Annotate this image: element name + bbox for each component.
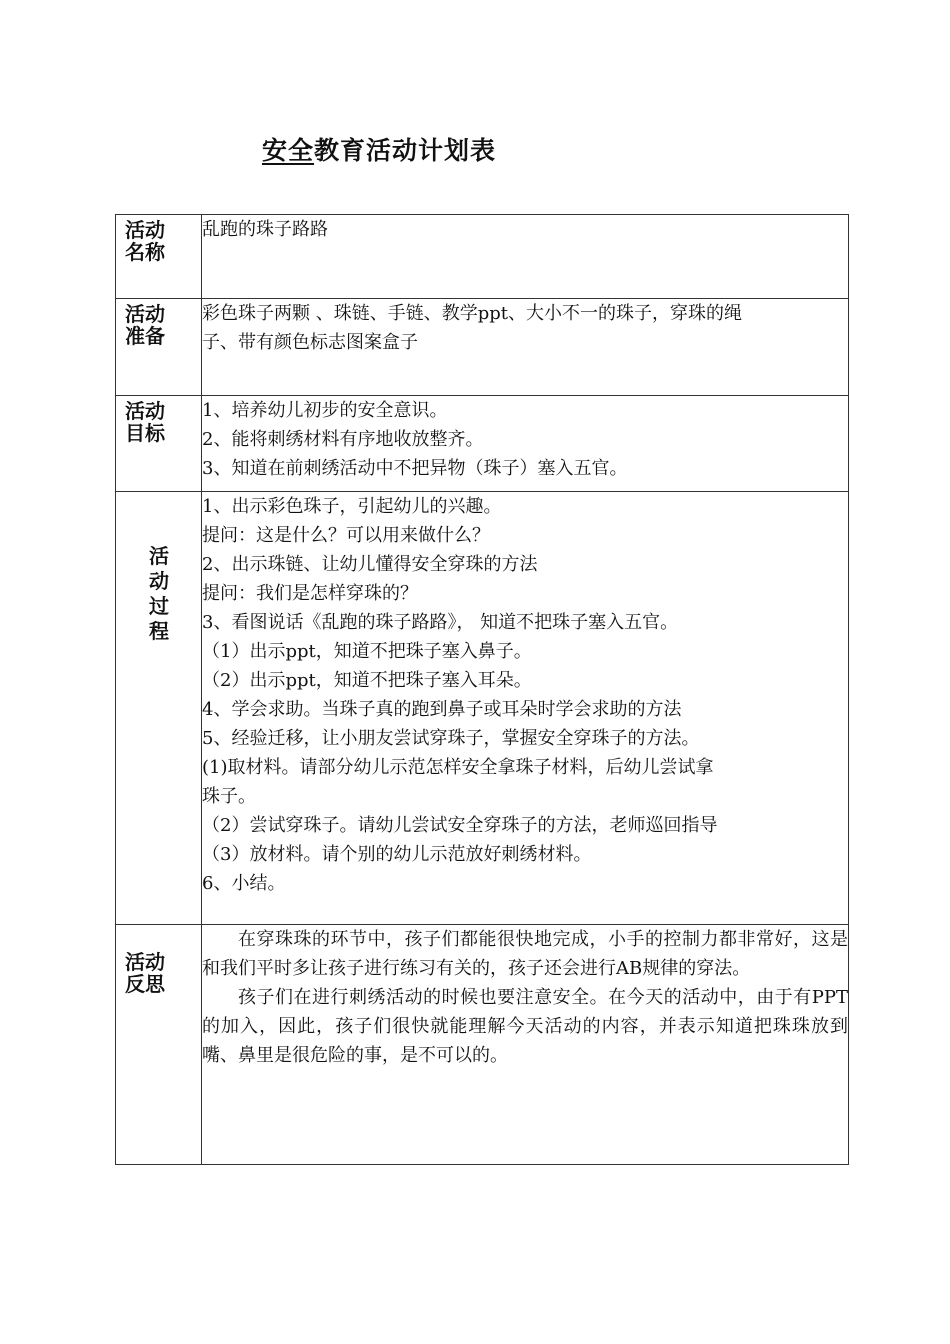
title-rest: 教育活动计划表 (314, 136, 497, 165)
label-cell-goals (116, 396, 202, 492)
content-cell-goals (202, 396, 849, 492)
label-activity-goals: 活动 目标 (125, 399, 165, 445)
preparation-line: 子、带有颜色标志图案盒子 (202, 332, 418, 353)
title-underlined-part: 安全 (262, 136, 315, 165)
content-cell-reflection (202, 925, 849, 1165)
process-line: 3、看图说话《乱跑的珠子路路》， 知道不把珠子塞入五官。 (202, 612, 679, 633)
goal-line: 3、知道在前刺绣活动中不把异物（珠子）塞入五官。 (202, 458, 628, 479)
process-line: (1)取材料。请部分幼儿示范怎样安全拿珠子材料，后幼儿尝试拿 (202, 757, 714, 778)
process-line: （1）出示ppt，知道不把珠子塞入鼻子。 (202, 641, 532, 662)
label-activity-reflection: 活动 反思 (125, 950, 165, 996)
reflection-paragraph: 孩子们在进行刺绣活动的时候也要注意安全。在今天的活动中，由于有PPT的加入，因此，孩子们很快就能理解今天活动的内容，并表示知道把珠珠放到嘴、鼻里是很危险的事，是不可以的。 (202, 987, 848, 1066)
process-line: 1、出示彩色珠子，引起幼儿的兴趣。 (202, 496, 502, 517)
label-activity-name: 活动 名称 (125, 218, 165, 264)
table-row-name (116, 215, 849, 299)
content-cell-process (202, 492, 849, 925)
label-activity-process: 活 动 过 程 (149, 544, 169, 643)
content-cell-name (202, 215, 849, 299)
label-cell-reflection (116, 925, 202, 1165)
goal-line: 2、能将刺绣材料有序地收放整齐。 (202, 429, 484, 450)
process-line: 2、出示珠链、让幼儿懂得安全穿珠的方法 (202, 554, 538, 575)
document-title (262, 131, 496, 167)
table-row-reflection (116, 925, 849, 1165)
process-line: 4、学会求助。当珠子真的跑到鼻子或耳朵时学会求助的方法 (202, 699, 682, 720)
label-cell-preparation (116, 299, 202, 396)
label-cell-name (116, 215, 202, 299)
process-line: 提问：我们是怎样穿珠的？ (202, 583, 418, 604)
process-line: 珠子。 (202, 786, 256, 807)
process-line: （3）放材料。请个别的幼儿示范放好刺绣材料。 (202, 844, 592, 865)
activity-plan-table (115, 214, 849, 1165)
process-line: 6、小结。 (202, 873, 286, 894)
process-line: 5、经验迁移，让小朋友尝试穿珠子，掌握安全穿珠子的方法。 (202, 728, 700, 749)
goal-line: 1、培养幼儿初步的安全意识。 (202, 400, 448, 421)
preparation-line: 彩色珠子两颗 、珠链、手链、教学ppt、大小不一的珠子，穿珠的绳 (202, 303, 742, 324)
reflection-paragraph: 在穿珠珠的环节中，孩子们都能很快地完成，小手的控制力都非常好，这是和我们平时多让孩子进行练习有关的，孩子还会进行AB规律的穿法。 (202, 929, 848, 979)
table-row-preparation (116, 299, 849, 396)
process-line: （2）尝试穿珠子。请幼儿尝试安全穿珠子的方法，老师巡回指导 (202, 815, 718, 836)
activity-name-value: 乱跑的珠子路路 (202, 219, 328, 240)
label-activity-preparation: 活动 准备 (125, 302, 165, 348)
process-line: （2）出示ppt，知道不把珠子塞入耳朵。 (202, 670, 532, 691)
process-line: 提问：这是什么？可以用来做什么？ (202, 525, 490, 546)
label-cell-process (116, 492, 202, 925)
content-cell-preparation (202, 299, 849, 396)
table-row-goals (116, 396, 849, 492)
table-row-process (116, 492, 849, 925)
